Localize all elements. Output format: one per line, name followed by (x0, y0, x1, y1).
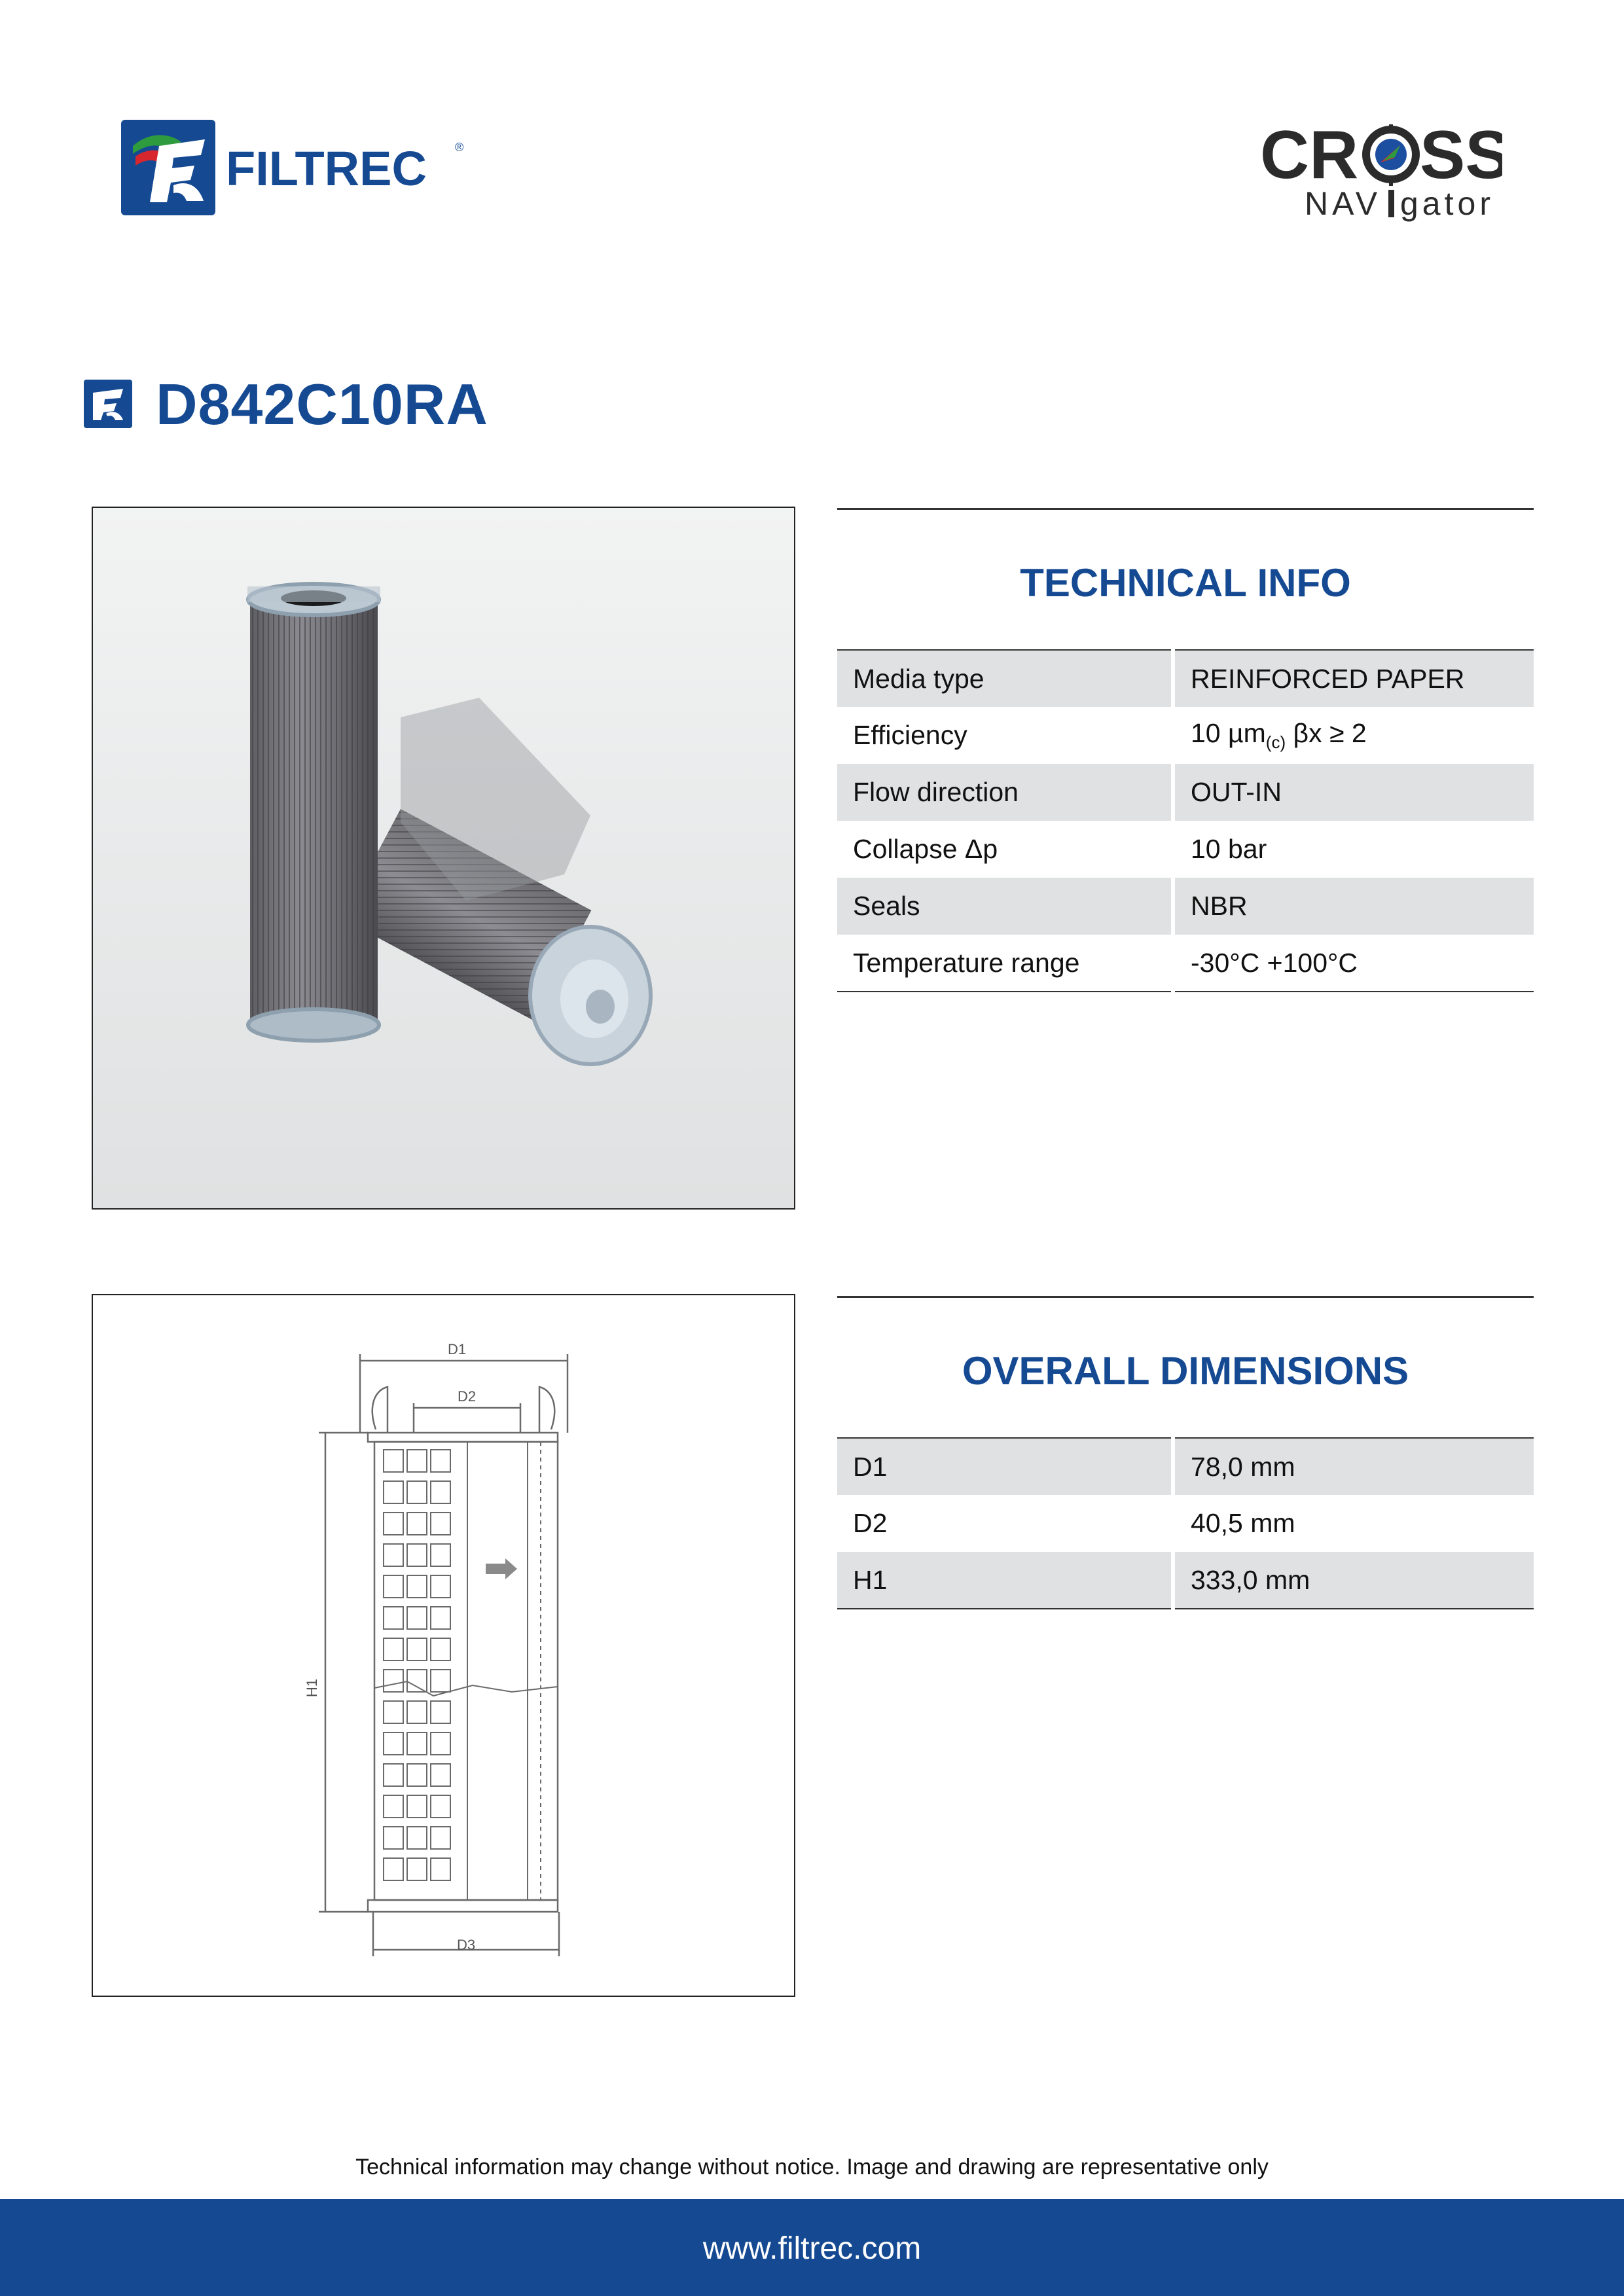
spec-value: REINFORCED PAPER (1173, 650, 1534, 707)
table-row (837, 935, 1534, 992)
h1-label: H1 (304, 1678, 320, 1698)
website-link[interactable]: www.filtrec.com (702, 2231, 922, 2266)
spec-label: Flow direction (837, 764, 1173, 821)
brand-wordmark: FILTREC (226, 141, 427, 196)
d3-label: D3 (456, 1937, 476, 1953)
d1-label: D1 (447, 1341, 467, 1357)
svg-text:NAV: NAV (1305, 185, 1382, 222)
table-row (837, 1495, 1534, 1552)
spec-value: -30°C +100°C (1191, 947, 1358, 978)
cross-navigator-logo (1260, 124, 1502, 223)
table-row (837, 821, 1534, 878)
dimension-value: 333,0 mm (1173, 1552, 1534, 1609)
spec-label: Collapse Δp (837, 821, 1173, 878)
technical-info-section (837, 508, 1534, 999)
overall-dimensions-table (837, 1437, 1534, 1609)
table-row (837, 650, 1534, 707)
dimension-value: 78,0 mm (1173, 1438, 1534, 1495)
spec-label: Efficiency (837, 707, 1173, 764)
footer-bar (0, 2199, 1624, 2296)
spec-value: 10 bar (1191, 834, 1267, 864)
spec-value: NBR (1173, 878, 1534, 935)
technical-info-heading: TECHNICAL INFO (1020, 561, 1351, 605)
filtrec-logo (121, 120, 468, 215)
svg-text:SS: SS (1420, 124, 1502, 193)
table-row (837, 1438, 1534, 1495)
spec-value: 10 µm$_{(c)}$ βx ≥ 2 (1191, 717, 1367, 753)
filtrec-mark-icon (84, 380, 132, 428)
section-divider (837, 508, 1534, 510)
overall-dimensions-section (837, 1296, 1534, 1623)
svg-text:gator: gator (1400, 185, 1494, 222)
spec-label: Seals (837, 878, 1173, 935)
overall-dimensions-heading: OVERALL DIMENSIONS (962, 1349, 1409, 1393)
table-row (837, 1552, 1534, 1609)
table-row (837, 764, 1534, 821)
dimension-value: 40,5 mm (1191, 1508, 1295, 1538)
registered-mark: ® (455, 141, 464, 154)
dimension-label: D1 (837, 1438, 1173, 1495)
dimension-drawing (92, 1294, 795, 1997)
dimension-label: D2 (837, 1495, 1173, 1552)
d2-label: D2 (457, 1388, 477, 1405)
table-row (837, 707, 1534, 764)
table-row (837, 878, 1534, 935)
spec-label: Media type (837, 650, 1173, 707)
svg-text:CR: CR (1260, 124, 1359, 193)
section-divider (837, 1296, 1534, 1298)
disclaimer-text: Technical information may change without notice. Image and drawing are representative only (355, 2155, 1269, 2179)
spec-value: OUT-IN (1173, 764, 1534, 821)
product-code-title: D842C10RA (156, 372, 488, 437)
product-photo (92, 507, 795, 1210)
dimension-label: H1 (837, 1552, 1173, 1609)
spec-label: Temperature range (837, 935, 1173, 992)
technical-info-table (837, 649, 1534, 992)
